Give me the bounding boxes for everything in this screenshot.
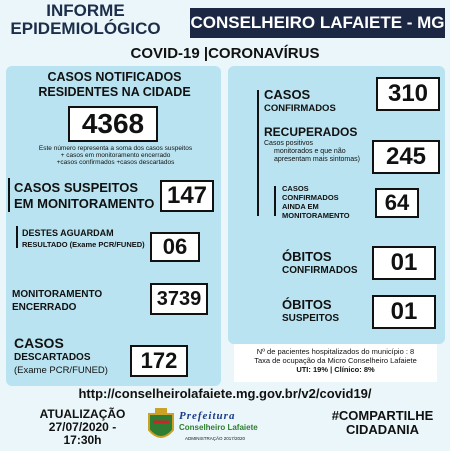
still-monitoring-bracket (274, 186, 276, 216)
deaths-suspected-label (282, 298, 339, 326)
suspected-label (14, 180, 154, 212)
discarded-label-line2: DESCARTADOS (14, 352, 91, 363)
update-label: ATUALIZAÇÃO (39, 407, 126, 421)
still-monitoring-label (282, 184, 350, 220)
still-monitoring-value: 64 (375, 188, 419, 218)
confirmed-label (264, 88, 336, 116)
notified-note-line2: + casos em monitoramento encerrado (60, 152, 171, 159)
coat-of-arms-icon (147, 408, 175, 446)
awaiting-label (22, 228, 145, 250)
discarded-label-line3: (Exame PCR/FUNED) (14, 365, 108, 376)
monitoring-closed-line1: MONITORAMENTO (12, 289, 103, 300)
notified-note (18, 145, 213, 166)
update-info (30, 408, 135, 447)
deaths-suspected-line1: ÓBITOS (282, 297, 332, 312)
deaths-confirmed-value: 01 (372, 246, 436, 280)
recovered-note (264, 140, 360, 164)
deaths-suspected-line2: SUSPEITOS (282, 313, 340, 324)
recovered-value: 245 (372, 140, 440, 174)
recovered-note-line2: monitorados e que não (274, 148, 346, 155)
notified-note-line1: Este número representa a soma dos casos suspeitos (38, 145, 193, 152)
notified-label-line1: CASOS NOTIFICADOS (47, 70, 182, 84)
awaiting-value: 06 (150, 232, 200, 262)
share-hashtag (320, 409, 445, 437)
awaiting-label-line1: DESTES AGUARDAM (22, 228, 114, 238)
confirmed-label-line1: CASOS (264, 87, 311, 102)
share-line2: CIDADANIA (346, 422, 419, 437)
monitoring-closed-label (12, 288, 102, 314)
share-line1: #COMPARTILHE (331, 408, 434, 423)
subtitle: COVID-19 |CORONAVÍRUS (130, 45, 320, 62)
confirmed-label-line2: CONFIRMADOS (264, 103, 336, 114)
discarded-label (14, 336, 108, 377)
discarded-value: 172 (130, 345, 188, 377)
recovered-note-line1: Casos positivos (264, 140, 314, 147)
logo-line2: Conselheiro Lafaiete (179, 423, 258, 432)
logo-line1: Prefeitura (179, 410, 236, 422)
update-datetime: 27/07/2020 - 17:30h (48, 420, 117, 447)
report-title-line2: EPIDEMIOLÓGICO (10, 19, 161, 38)
still-monitoring-line1: CASOS (282, 184, 309, 193)
hospital-line3: UTI: 19% | Clínico: 8% (296, 365, 375, 374)
suspected-label-line2: EM MONITORAMENTO (14, 196, 155, 211)
right-bracket (257, 90, 259, 216)
deaths-confirmed-label (282, 250, 358, 278)
still-monitoring-line2: CONFIRMADOS (282, 193, 339, 202)
suspected-value: 147 (160, 180, 214, 212)
deaths-suspected-value: 01 (372, 295, 436, 329)
awaiting-bracket (16, 226, 18, 248)
still-monitoring-line4: MONITORAMENTO (282, 211, 350, 220)
still-monitoring-line3: AINDA EM (282, 202, 319, 211)
notified-label-line2: RESIDENTES NA CIDADE (38, 85, 191, 99)
hospital-info (234, 344, 437, 382)
suspected-bracket (8, 178, 10, 212)
deaths-confirmed-line2: CONFIRMADOS (282, 265, 358, 276)
prefeitura-logo (145, 406, 280, 448)
notified-label (12, 70, 217, 100)
city-banner: CONSELHEIRO LAFAIETE - MG (190, 8, 445, 38)
header (0, 0, 450, 42)
discarded-label-line1: CASOS (14, 335, 64, 351)
hospital-line1: Nº de pacientes hospitalizados do município : 8 (256, 347, 415, 356)
monitoring-closed-line2: ENCERRADO (12, 302, 77, 313)
recovered-note-line3: apresentam mais sintomas) (274, 156, 360, 163)
awaiting-label-line2: RESULTADO (Exame PCR/FUNED) (22, 240, 145, 249)
report-title-line1: INFORME (46, 1, 125, 20)
confirmed-value: 310 (376, 77, 440, 111)
covid-page-link[interactable]: http://conselheirolafaiete.mg.gov.br/v2/covid19/ (78, 386, 372, 401)
report-title (8, 2, 163, 38)
notified-note-line3: +casos confirmados +casos descartados (56, 159, 175, 166)
recovered-label: RECUPERADOS (264, 125, 358, 139)
hospital-line2: Taxa de ocupação da Micro Conselheiro Lafaiete (254, 356, 417, 365)
suspected-label-line1: CASOS SUSPEITOS (14, 180, 139, 195)
notified-value: 4368 (68, 106, 158, 142)
deaths-confirmed-line1: ÓBITOS (282, 249, 332, 264)
monitoring-closed-value: 3739 (150, 283, 208, 315)
logo-line3: ADMINISTRAÇÃO 2017/2020 (185, 436, 246, 441)
